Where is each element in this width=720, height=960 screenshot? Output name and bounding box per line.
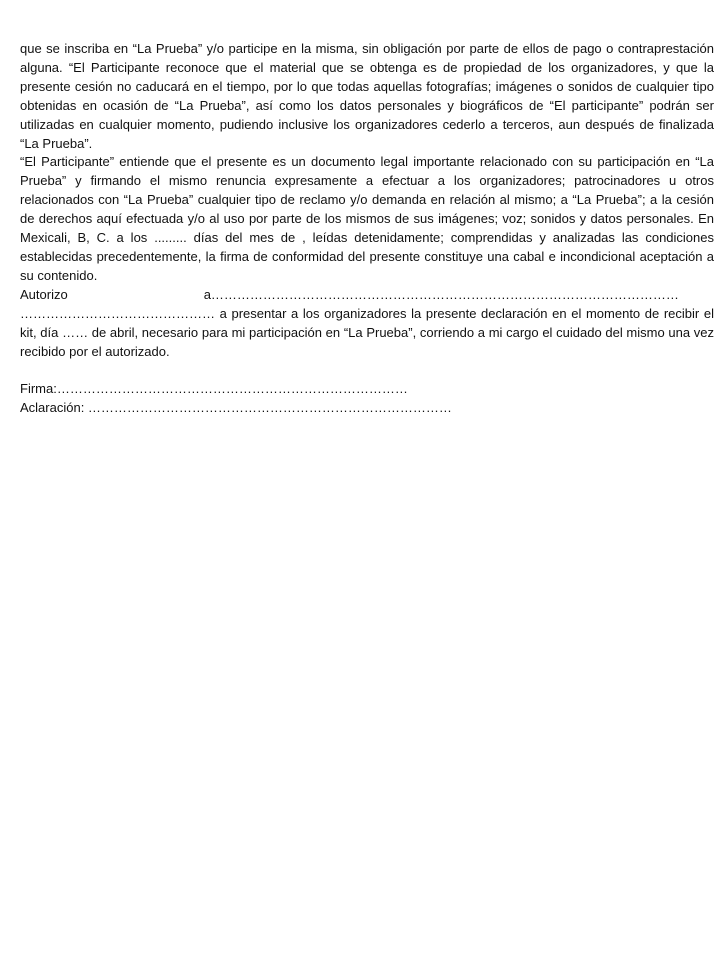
- clarification-line: Aclaración: …………………………………………………………………………: [20, 400, 452, 416]
- paragraph-waiver: “El Participante” entiende que el presente es un documento legal importante relacionado con su participación en “La Prueba” y firmando el mismo renuncia expresamente a efectuar a los organizadores; patrocinadores u otros relacionados con “La Prueba” cualquier tipo de reclamo y/o demanda en relación al mismo; a “La Prueba”; a la cesión de derechos aquí efectuada y/o al uso por parte de los mismos de sus imágenes; voz; sonidos y datos personales. En Mexicali, B, C. a los ......... días del mes de , leídas detenidamente; comprendidas y analizadas las condiciones establecidas precedentemente, la firma de conformidad del presente constituye una cabal e incondicional aceptación a su contenido.: [20, 154, 714, 283]
- paragraph-consent: que se inscriba en “La Prueba” y/o participe en la misma, sin obligación por parte de ellos de pago o contraprestación alguna. “El Participante reconoce que el material que se obtenga es de propiedad de los organizadores, y que la presente cesión no caducará en el tiempo, por lo que todas aquellas fotografías; imágenes o sonidos de cualquier tipo obtenidas en ocasión de “La Prueba”, así como los datos personales y biográficos de “El participante” podrán ser utilizadas en cualquier momento, pudiendo inclusive los organizadores cederlo a terceros, aun después de finalizada “La Prueba”.: [20, 41, 714, 151]
- authorization-name-blank: a………………………………………………………………………………………………: [203, 286, 679, 302]
- document-page: [20, 40, 714, 418]
- signature-line: Firma:………………………………………………………………………: [20, 381, 408, 397]
- authorization-label: Autorizo: [20, 286, 68, 302]
- authorization-name-blank-cont: ………………………………………: [20, 305, 215, 321]
- spacer: [20, 361, 714, 380]
- authorization-paragraph: [20, 286, 714, 362]
- authorization-body: a presentar a los organizadores la presente declaración en el momento de recibir el kit, día …… de abril, necesario para mi participación en “La Prueba”, corriendo a mi cargo el cuidado del mismo una vez recibido por el autorizado.: [20, 305, 714, 359]
